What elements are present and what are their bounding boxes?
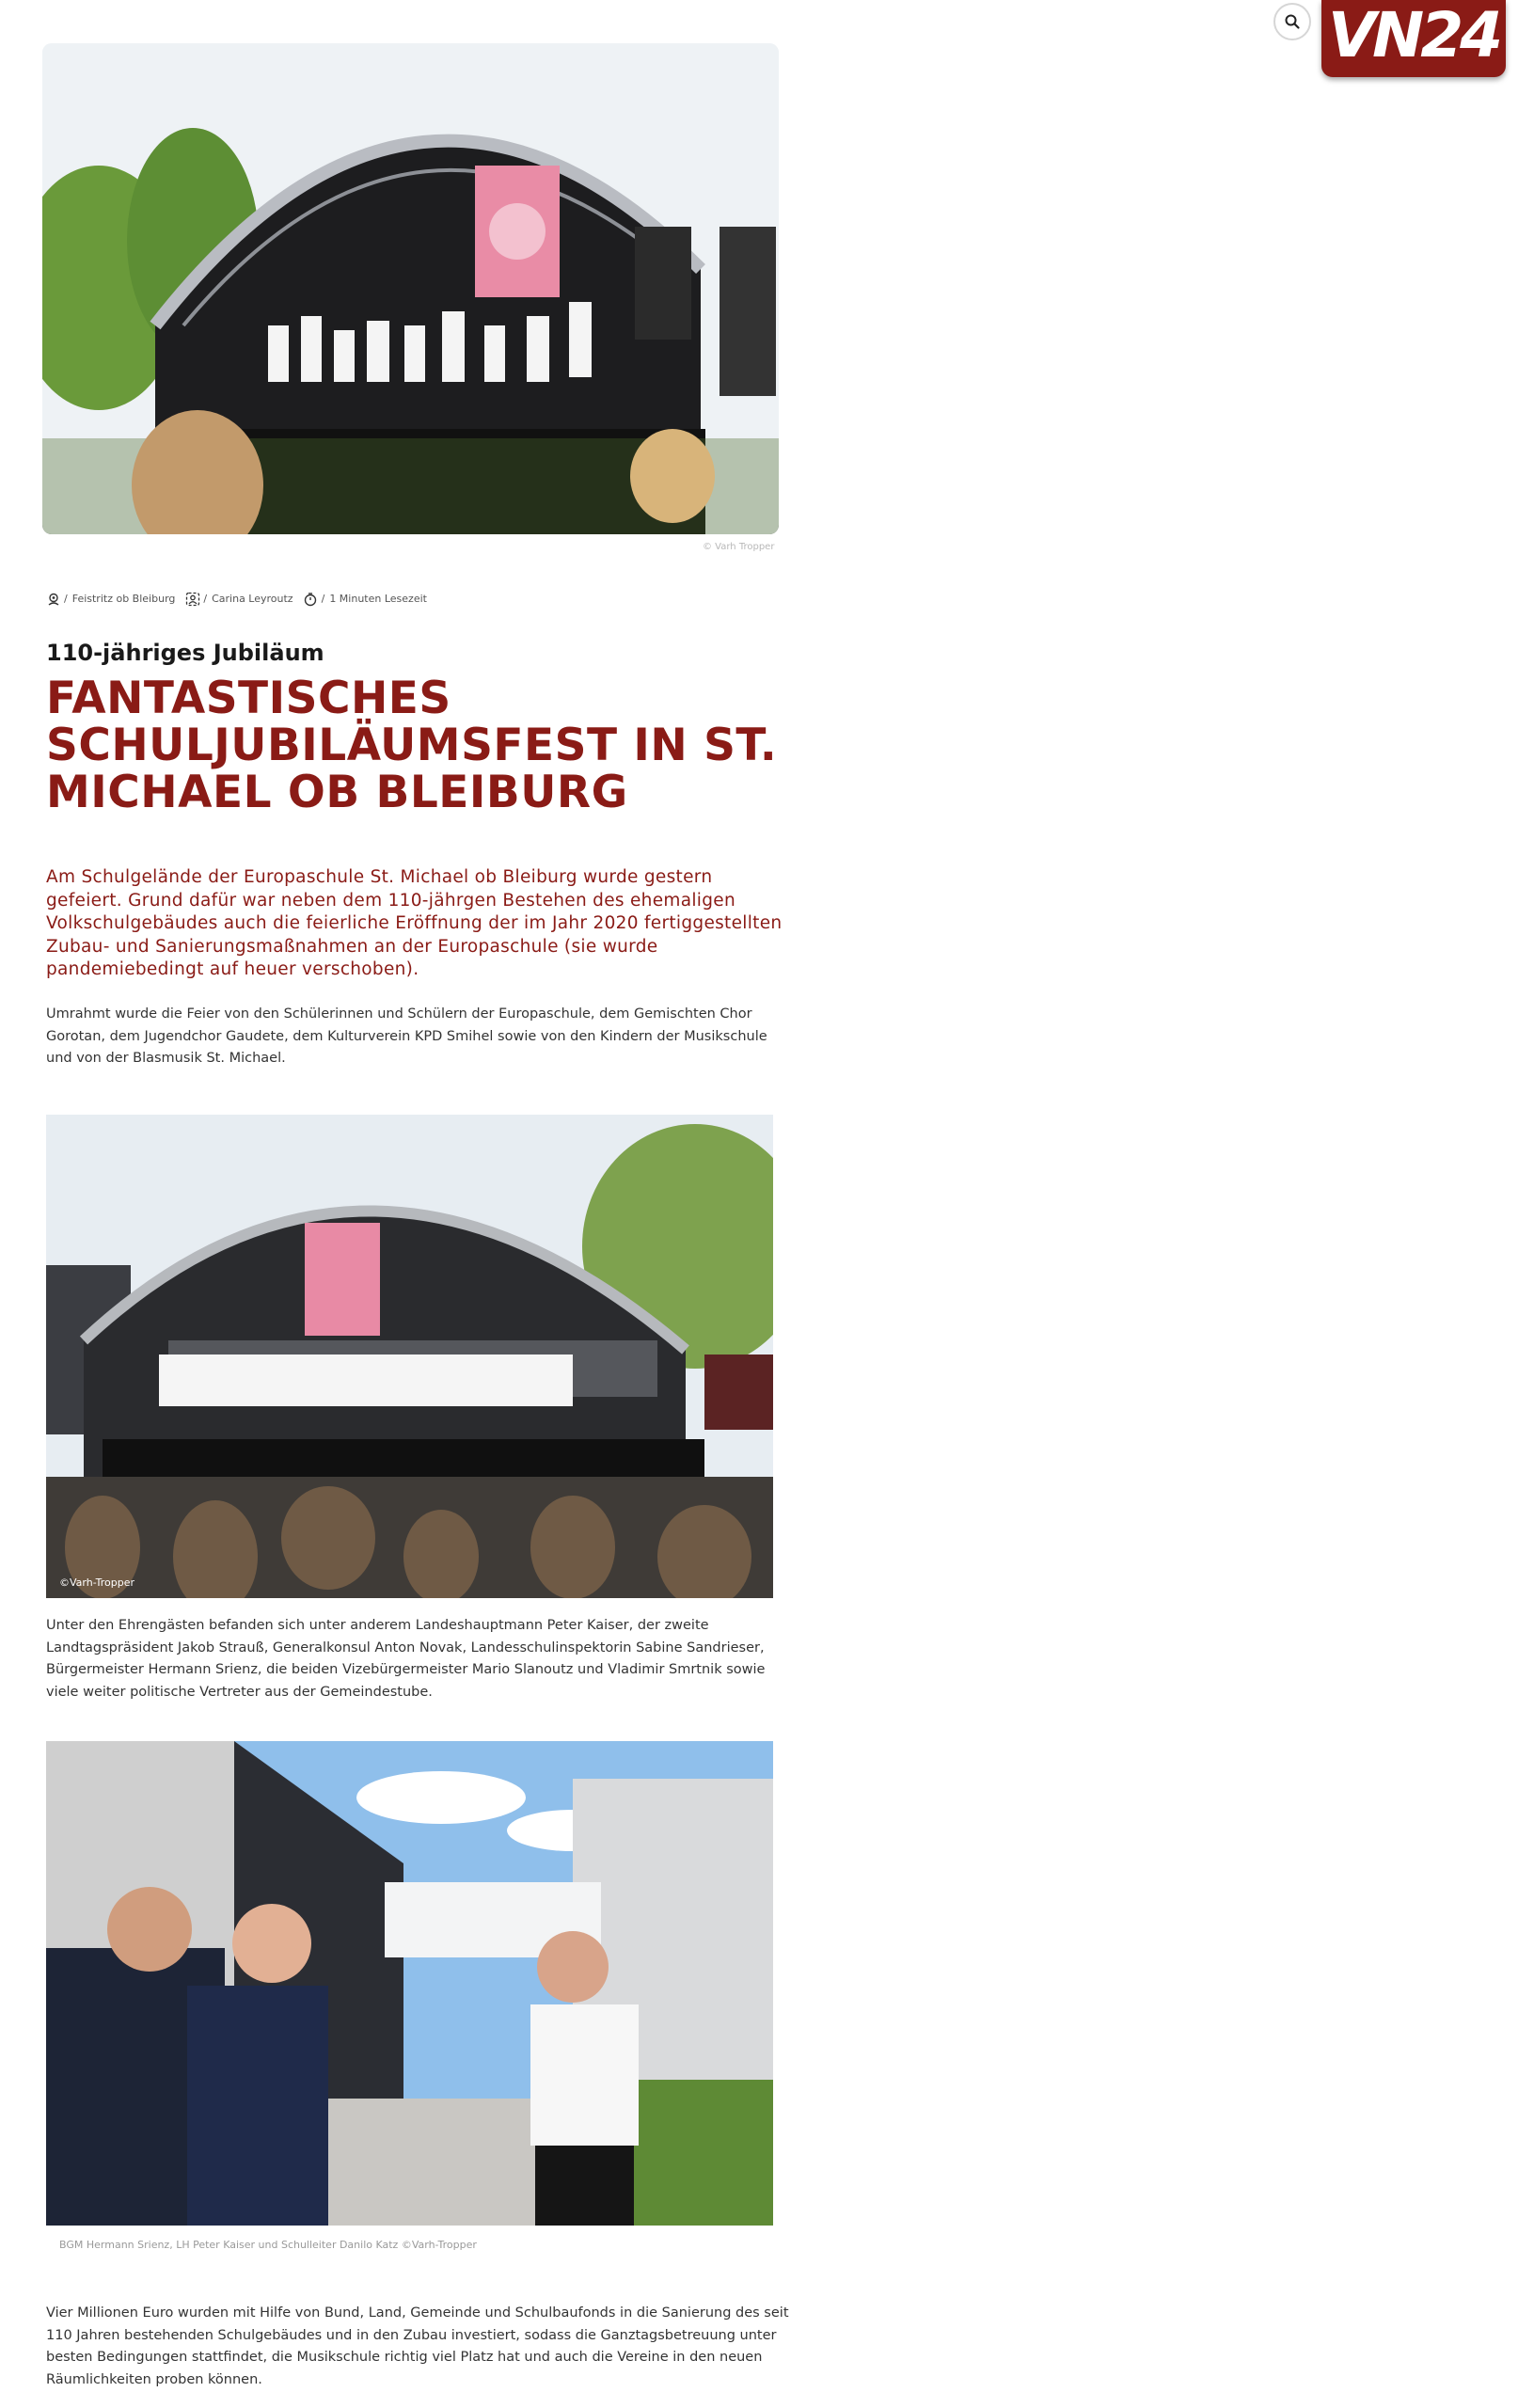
image-caption: BGM Hermann Srienz, LH Peter Kaiser und Schulleiter Danilo Katz ©Varh-Tropper — [59, 2239, 477, 2251]
hero-image — [42, 43, 779, 534]
meta-reading-time-label: 1 Minuten Lesezeit — [329, 593, 427, 605]
article-meta — [45, 591, 436, 607]
logo-text: VN24 — [1327, 0, 1500, 71]
article-lead: Am Schulgelände der Europaschule St. Michael ob Bleiburg wurde gestern gefeiert. Grund dafür war neben dem 110-jährgen Bestehen des ehemaligen Volkschulgebäudes auch die feierliche Eröffnung der im Jahr 2020 fertiggestellten Zubau- und Sanierungsmaßnahmen an der Europaschule (sie wurde pandemiebedingt auf heuer verschoben). — [46, 867, 783, 979]
meta-location-label: Feistritz ob Bleiburg — [71, 593, 176, 605]
article-paragraph: Umrahmt wurde die Feier von den Schülerinnen und Schülern der Europaschule, dem Gemischten Chor Gorotan, dem Jugendchor Gaudete, dem Kulturverein KPD Smihel sowie von den Kindern der Musikschule und von der Blasmusik St. Michael. — [46, 1006, 767, 1066]
article-image-officials — [46, 1741, 773, 2226]
site-logo[interactable] — [1321, 0, 1506, 77]
author-icon — [184, 591, 200, 607]
image-credit: ©Varh-Tropper — [59, 1576, 135, 1589]
meta-author-label: Carina Leyroutz — [212, 593, 293, 605]
article-headline: FANTASTISCHES SCHULJUBILÄUMSFEST IN ST. MICHAEL OB BLEIBURG — [46, 673, 778, 818]
meta-separator: / — [64, 593, 68, 605]
meta-separator: / — [321, 593, 325, 605]
article-kicker: 110-jähriges Jubiläum — [46, 640, 324, 666]
hero-image-credit: © Varh Tropper — [703, 542, 775, 552]
meta-separator: / — [203, 593, 208, 605]
article-paragraph: Unter den Ehrengästen befanden sich unter anderem Landeshauptmann Peter Kaiser, der zweite Landtagspräsident Jakob Strauß, Generalkonsul Anton Novak, Landesschulinspektorin Sabine Sandrieser, Bürgermeister Hermann Srienz, die beiden Vizebürgermeister Mario Slanoutz und Vladimir Smrtnik sowie viele weiter politische Vertreter aus der Gemeindestube. — [46, 1618, 766, 1700]
location-pin-icon — [45, 591, 61, 607]
search-icon — [1284, 13, 1301, 30]
article-image-choir — [46, 1115, 773, 1598]
meta-author[interactable] — [184, 591, 293, 607]
article-paragraph: Vier Millionen Euro wurden mit Hilfe von Bund, Land, Gemeinde und Schulbaufonds in die Sanierung des seit 110 Jahren bestehenden Schulgebäudes und in den Zubau investiert, sodass die Ganztagsbetreuung unter besten Bedingungen stattfindet, die Musikschule richtig viel Platz hat und auch die Vereine in den neuen Räumlichkeiten proben können. — [46, 2305, 789, 2387]
meta-reading-time — [303, 591, 427, 607]
timer-icon — [303, 591, 319, 607]
search-button[interactable] — [1273, 3, 1311, 40]
meta-location[interactable] — [45, 591, 175, 607]
